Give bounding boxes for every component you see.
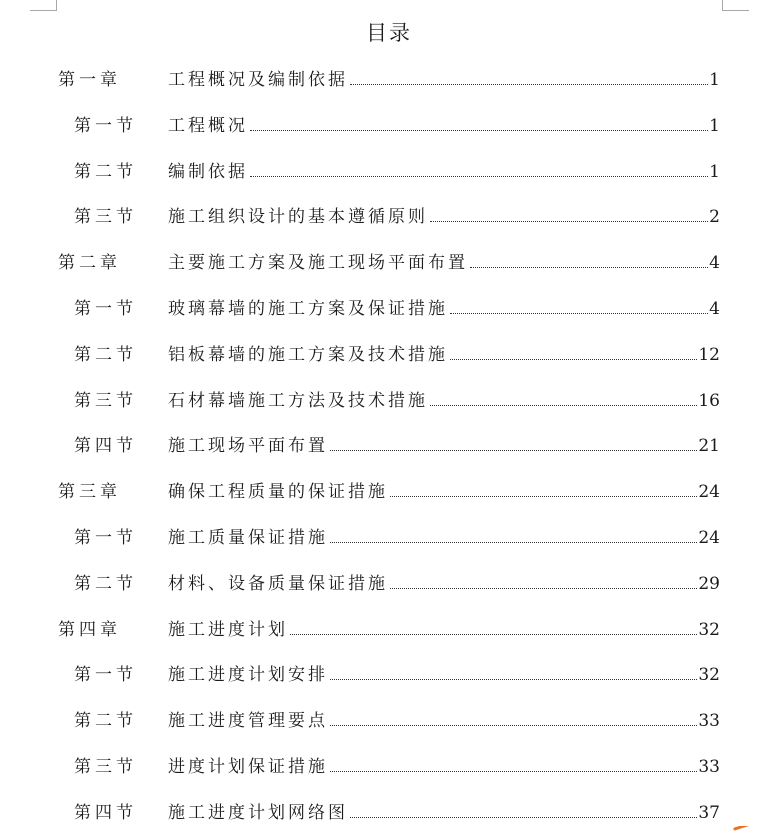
toc-section-entry[interactable] — [0, 190, 778, 236]
toc-entry-number: 第一节 — [74, 527, 137, 548]
toc-entry-line — [168, 157, 720, 182]
toc-entry-page-number: 24 — [698, 482, 720, 503]
toc-entry-number: 第二节 — [74, 711, 137, 732]
toc-section-entry[interactable] — [0, 99, 778, 145]
toc-entry-page-number: 2 — [709, 207, 720, 228]
toc-entry-line — [168, 111, 720, 136]
toc-chapter-entry[interactable] — [0, 603, 778, 649]
toc-entry-title: 施工进度计划 — [168, 619, 288, 640]
toc-dot-leader — [450, 359, 697, 360]
toc-entry-line — [168, 706, 720, 731]
toc-section-entry[interactable] — [0, 282, 778, 328]
orange-corner-mark — [731, 826, 753, 836]
toc-entry-page-number: 24 — [698, 527, 720, 548]
toc-entry-title: 铝板幕墙的施工方案及技术措施 — [168, 344, 448, 365]
toc-dot-leader — [350, 84, 708, 85]
toc-entry-title: 材料、设备质量保证措施 — [168, 573, 388, 594]
toc-entry-title: 玻璃幕墙的施工方案及保证措施 — [168, 298, 448, 319]
toc-entry-page-number: 1 — [709, 115, 720, 136]
toc-entry-title: 编制依据 — [168, 161, 248, 182]
toc-section-entry[interactable] — [0, 648, 778, 694]
toc-entry-line — [168, 523, 720, 548]
toc-entry-number: 第四章 — [58, 619, 121, 640]
toc-section-entry[interactable] — [0, 786, 778, 832]
toc-entry-title: 施工现场平面布置 — [168, 436, 328, 457]
toc-entry-page-number: 1 — [709, 161, 720, 182]
toc-entry-title: 石材幕墙施工方法及技术措施 — [168, 390, 428, 411]
toc-dot-leader — [330, 725, 697, 726]
toc-chapter-entry[interactable] — [0, 53, 778, 99]
toc-dot-leader — [430, 221, 708, 222]
toc-entry-number: 第一章 — [58, 70, 121, 90]
toc-dot-leader — [290, 634, 697, 635]
toc-entry-line — [168, 431, 720, 456]
toc-entry-page-number: 16 — [698, 390, 720, 411]
toc-entry-line — [168, 569, 720, 594]
toc-section-entry[interactable] — [0, 374, 778, 420]
toc-dot-leader — [250, 130, 708, 131]
toc-chapter-entry[interactable] — [0, 465, 778, 511]
toc-entry-line — [168, 798, 720, 823]
toc-entry-number: 第三节 — [74, 390, 137, 411]
toc-entry-number: 第四节 — [74, 436, 137, 457]
toc-entry-title: 施工进度计划安排 — [168, 665, 328, 686]
toc-entry-line — [168, 615, 720, 640]
toc-entry-number: 第二节 — [74, 344, 137, 365]
toc-entry-page-number: 4 — [709, 298, 720, 319]
toc-entry-page-number: 33 — [698, 711, 720, 732]
toc-dot-leader — [330, 679, 697, 680]
toc-entry-page-number: 33 — [698, 756, 720, 777]
toc-entry-title: 工程概况及编制依据 — [168, 70, 348, 90]
toc-entry-title: 进度计划保证措施 — [168, 756, 328, 777]
toc-dot-leader — [390, 496, 697, 497]
toc-section-entry[interactable] — [0, 694, 778, 740]
toc-entry-number: 第三节 — [74, 756, 137, 777]
toc-entry-page-number: 12 — [698, 344, 720, 365]
toc-entry-line — [168, 65, 720, 90]
toc-entry-line — [168, 477, 720, 502]
toc-dot-leader — [350, 817, 697, 818]
toc-entry-title: 工程概况 — [168, 115, 248, 136]
toc-section-entry[interactable] — [0, 419, 778, 465]
toc-dot-leader — [390, 588, 697, 589]
toc-entry-line — [168, 202, 720, 227]
crop-mark-top-left — [30, 0, 57, 11]
toc-entry-page-number: 32 — [698, 619, 720, 640]
toc-entry-title: 施工进度计划网络图 — [168, 802, 348, 823]
toc-section-entry[interactable] — [0, 328, 778, 374]
toc-entry-page-number: 4 — [709, 253, 720, 274]
toc-entry-line — [168, 294, 720, 319]
toc-list — [0, 53, 778, 832]
toc-entry-number: 第四节 — [74, 802, 137, 823]
toc-section-entry[interactable] — [0, 145, 778, 191]
toc-entry-number: 第三章 — [58, 482, 121, 503]
toc-entry-title: 施工组织设计的基本遵循原则 — [168, 207, 428, 228]
toc-entry-number: 第一节 — [74, 298, 137, 319]
toc-section-entry[interactable] — [0, 740, 778, 786]
toc-entry-number: 第一节 — [74, 665, 137, 686]
toc-section-entry[interactable] — [0, 511, 778, 557]
toc-entry-line — [168, 386, 720, 411]
toc-dot-leader — [450, 313, 708, 314]
toc-entry-line — [168, 752, 720, 777]
toc-dot-leader — [430, 405, 697, 406]
toc-entry-line — [168, 248, 720, 273]
toc-entry-number: 第一节 — [74, 115, 137, 136]
toc-title: 目录 — [366, 21, 412, 45]
toc-entry-number: 第二节 — [74, 161, 137, 182]
toc-dot-leader — [250, 176, 708, 177]
crop-mark-top-right — [722, 0, 749, 11]
toc-entry-page-number: 32 — [698, 665, 720, 686]
toc-entry-page-number: 29 — [698, 573, 720, 594]
toc-chapter-entry[interactable] — [0, 236, 778, 282]
toc-entry-page-number: 37 — [698, 802, 720, 823]
toc-dot-leader — [330, 542, 697, 543]
toc-entry-number: 第二节 — [74, 573, 137, 594]
toc-entry-number: 第二章 — [58, 253, 121, 274]
toc-entry-title: 主要施工方案及施工现场平面布置 — [168, 253, 468, 274]
toc-section-entry[interactable] — [0, 557, 778, 603]
toc-entry-title: 施工进度管理要点 — [168, 711, 328, 732]
toc-entry-title: 确保工程质量的保证措施 — [168, 482, 388, 503]
toc-entry-line — [168, 660, 720, 685]
toc-entry-title: 施工质量保证措施 — [168, 527, 328, 548]
toc-dot-leader — [330, 450, 697, 451]
toc-entry-page-number: 1 — [709, 70, 720, 90]
toc-dot-leader — [470, 267, 708, 268]
toc-dot-leader — [330, 771, 697, 772]
toc-entry-page-number: 21 — [698, 436, 720, 457]
toc-entry-line — [168, 340, 720, 365]
toc-entry-number: 第三节 — [74, 207, 137, 228]
